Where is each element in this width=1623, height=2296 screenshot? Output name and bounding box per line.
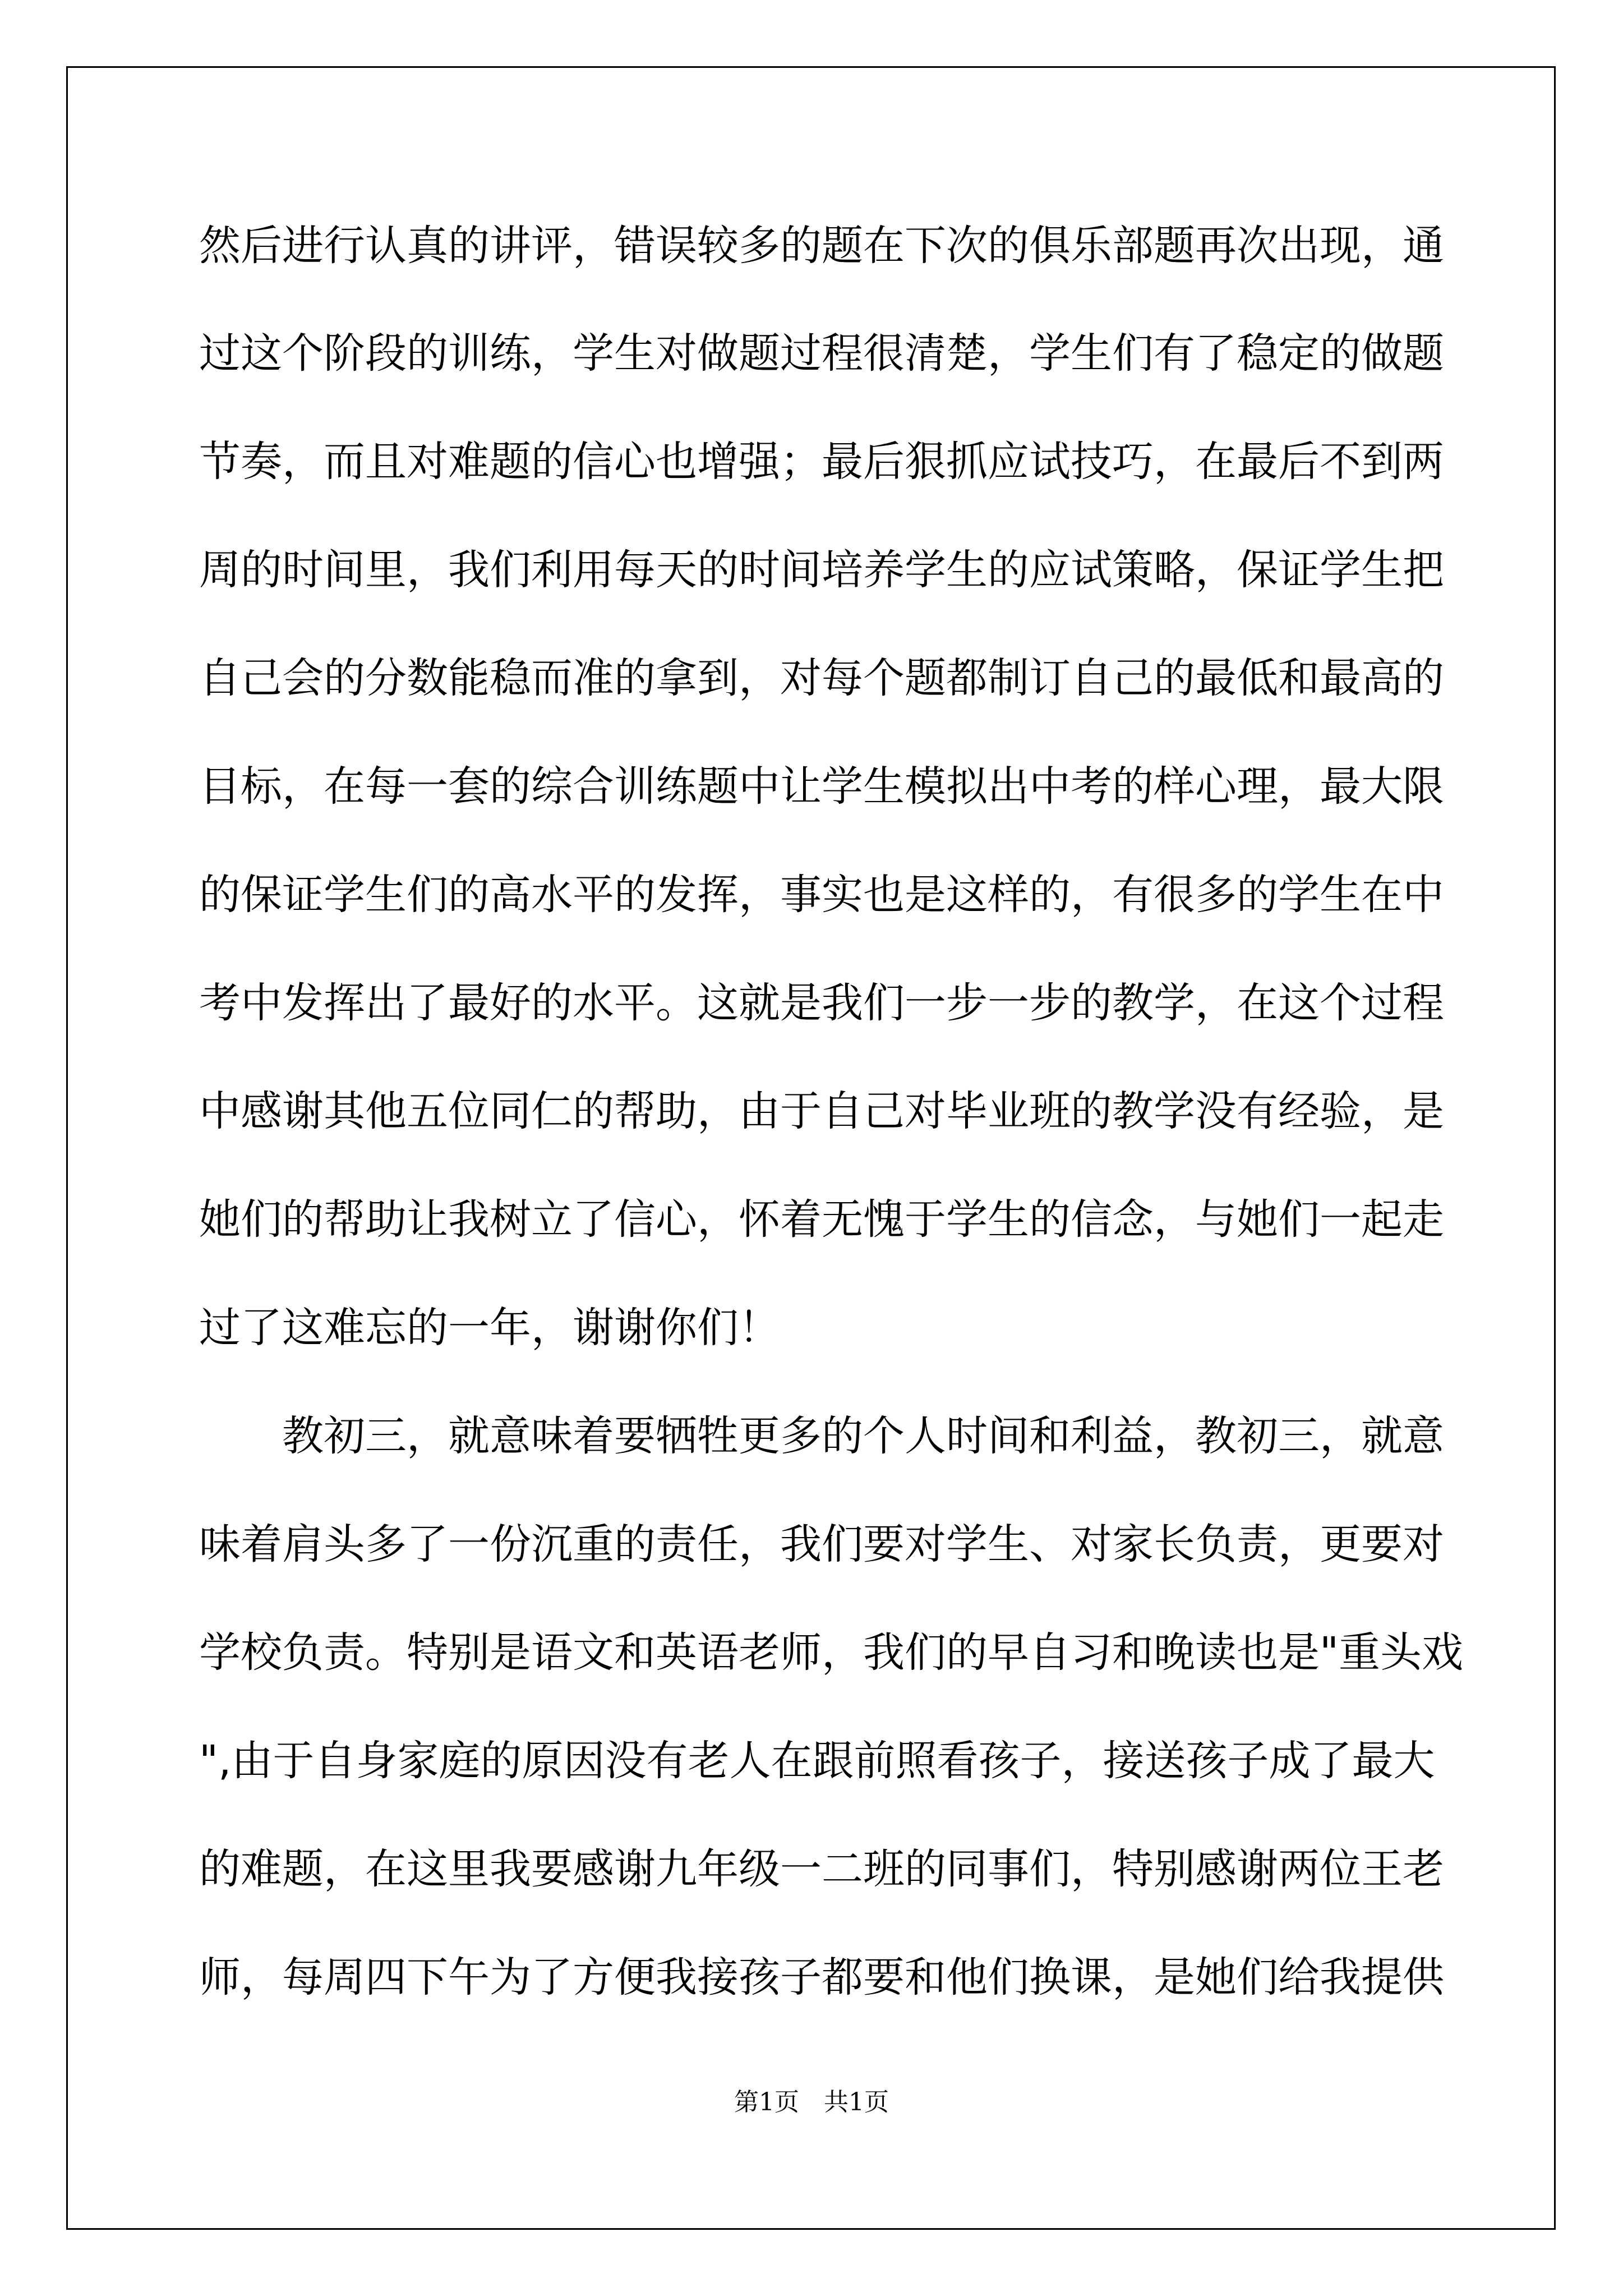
- page-border: [66, 66, 1556, 2230]
- paragraph-line: 的难题，在这里我要感谢九年级一二班的同事们，特别感谢两位王老: [199, 1845, 1444, 1893]
- paragraph-line: 目标，在每一套的综合训练题中让学生模拟出中考的样心理，最大限: [199, 762, 1444, 811]
- paragraph-first-line: 教初三，就意味着要牺牲更多的个人时间和利益，教初三，就意: [282, 1412, 1444, 1460]
- paragraph-line: 味着肩头多了一份沉重的责任，我们要对学生、对家长负责，更要对: [199, 1520, 1444, 1568]
- paragraph-line: 的保证学生们的高水平的发挥，事实也是这样的，有很多的学生在中: [199, 871, 1444, 919]
- paragraph-line: 过这个阶段的训练，学生对做题过程很清楚，学生们有了稳定的做题: [199, 329, 1444, 378]
- paragraph-line: 考中发挥出了最好的水平。这就是我们一步一步的教学，在这个过程: [199, 979, 1444, 1027]
- paragraph-line: 周的时间里，我们利用每天的时间培养学生的应试策略，保证学生把: [199, 546, 1444, 594]
- paragraph-line: 中感谢其他五位同仁的帮助，由于自己对毕业班的教学没有经验，是: [199, 1087, 1444, 1135]
- paragraph-line: 过了这难忘的一年，谢谢你们！: [199, 1304, 780, 1352]
- paragraph-line: 师，每周四下午为了方便我接孩子都要和他们换课，是她们给我提供: [199, 1953, 1444, 2001]
- paragraph-line: ",由于自身家庭的原因没有老人在跟前照看孩子，接送孩子成了最大: [199, 1737, 1435, 1785]
- paragraph-line: 学校负责。特别是语文和英语老师，我们的早自习和晚读也是"重头戏: [199, 1628, 1464, 1677]
- paragraph-line: 自己会的分数能稳而准的拿到，对每个题都制订自己的最低和最高的: [199, 654, 1444, 702]
- page-number-footer: 第1页 共1页: [734, 2088, 889, 2116]
- paragraph-line: 然后进行认真的讲评，错误较多的题在下次的俱乐部题再次出现，通: [199, 222, 1444, 270]
- paragraph-line: 她们的帮助让我树立了信心，怀着无愧于学生的信念，与她们一起走: [199, 1195, 1444, 1244]
- paragraph-line: 节奏，而且对难题的信心也增强；最后狠抓应试技巧，在最后不到两: [199, 438, 1444, 486]
